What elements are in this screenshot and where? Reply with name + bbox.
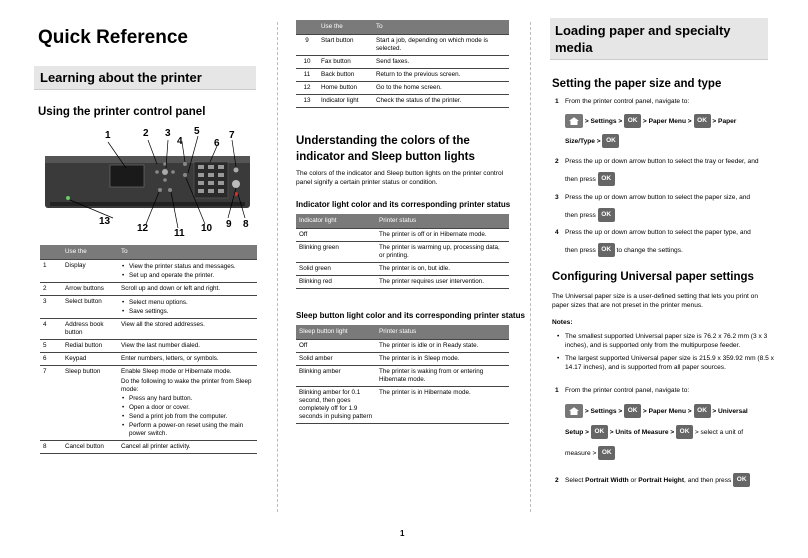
sleep-button [234, 168, 239, 173]
row-number: 7 [40, 366, 62, 441]
table-row [296, 95, 509, 108]
bullet-item: • Set up and operate the printer. [121, 272, 254, 280]
row-number: 9 [296, 35, 318, 56]
table-row [40, 319, 257, 340]
row-name: Arrow buttons [62, 283, 118, 296]
ok-button-icon: OK [694, 114, 711, 128]
step-text: From the printer control panel, navigate to: [565, 387, 690, 394]
row-description [118, 366, 257, 441]
step-text: Press the up or down arrow button to select the paper size, and [565, 194, 751, 201]
column-divider-right [530, 22, 531, 512]
row-number: 5 [40, 340, 62, 353]
row-name: Fax button [318, 56, 373, 69]
step-text: Portrait Width [585, 477, 629, 484]
row-name: Sleep button [62, 366, 118, 441]
row-name: Select button [62, 296, 118, 319]
universal-step-2 [555, 472, 785, 490]
step-number: 2 [555, 477, 559, 484]
printer-status: The printer is on, but idle. [376, 263, 509, 276]
callout-9: 9 [226, 219, 232, 230]
row-description: Start a job, depending on which mode is selected. [373, 35, 509, 56]
ok-button-icon: OK [591, 425, 608, 439]
control-panel-table [40, 245, 257, 454]
universal-title: Configuring Universal paper settings [552, 271, 754, 283]
row-description: View all the stored addresses. [118, 319, 257, 340]
ok-button-icon: OK [624, 114, 641, 128]
row-number: 10 [296, 56, 318, 69]
printer-status: The printer is off or in Hibernate mode. [376, 229, 509, 242]
ok-button-icon: OK [598, 208, 615, 222]
row-name: Cancel button [62, 441, 118, 454]
display-screen [110, 165, 144, 187]
table-row [296, 366, 509, 387]
light-state: Blinking red [296, 276, 376, 289]
table-row [40, 366, 257, 441]
table-header: Printer status [376, 325, 509, 340]
note-item: • The largest supported Universal paper size is 215.9 x 359.92 mm (8.5 x 14.17 inches), and is supported from all paper sources. [556, 354, 774, 372]
step-1 [555, 97, 775, 106]
callout-10: 10 [201, 223, 213, 234]
column-divider-left [277, 22, 278, 512]
table-row [296, 387, 509, 424]
nav-text: measure > [565, 450, 597, 457]
row-number: 1 [40, 260, 62, 283]
light-state: Off [296, 229, 376, 242]
row-description: Send faxes. [373, 56, 509, 69]
section-band-title: Learning about the printer [40, 70, 202, 85]
table-row [40, 353, 257, 366]
row-description: Return to the previous screen. [373, 69, 509, 82]
step-text-continued [565, 172, 775, 186]
table-row [296, 340, 509, 353]
table-row [40, 340, 257, 353]
row-name: Start button [318, 35, 373, 56]
table-row [296, 69, 509, 82]
row-number: 3 [40, 296, 62, 319]
step-text: Select [565, 477, 586, 484]
nav-text: > select a unit of [694, 429, 744, 436]
row-description: Cancel all printer activity. [118, 441, 257, 454]
printer-status: The printer is warming up, processing data, or printing. [376, 242, 509, 263]
ok-button-icon: OK [598, 446, 615, 460]
callout-2: 2 [143, 128, 149, 139]
section-band-title: Loading paper and specialty media [555, 23, 731, 55]
row-number: 6 [40, 353, 62, 366]
step-text: or [628, 477, 639, 484]
step-number: 1 [555, 98, 559, 105]
row-number: 2 [40, 283, 62, 296]
table-header-row [296, 214, 509, 229]
callout-3: 3 [165, 128, 171, 139]
table-header: To [373, 20, 509, 35]
callout-12: 12 [137, 223, 149, 234]
row-number: 11 [296, 69, 318, 82]
row-number: 12 [296, 82, 318, 95]
row-description: View the last number dialed. [118, 340, 257, 353]
table-row [40, 283, 257, 296]
table-header: Indicator light [296, 214, 376, 229]
step-text: Press the up or down arrow button to select the paper type, and [565, 229, 751, 236]
step-text: Press the up or down arrow button to select the tray or feeder, and [565, 158, 759, 165]
row-name: Keypad [62, 353, 118, 366]
nav-text: > Paper Menu > [642, 118, 692, 125]
table-row [296, 263, 509, 276]
step-number: 3 [555, 194, 559, 201]
row-description: Scroll up and down or left and right. [118, 283, 257, 296]
printer-status: The printer is waking from or entering Hibernate mode. [376, 366, 509, 387]
light-state: Off [296, 340, 376, 353]
step-text: then press [565, 175, 596, 183]
callout-13: 13 [99, 216, 111, 227]
row-description: Check the status of the printer. [373, 95, 509, 108]
table-row [296, 353, 509, 366]
printer-status: The printer requires user intervention. [376, 276, 509, 289]
ok-button-icon: OK [598, 243, 615, 257]
step-number: 4 [555, 229, 559, 236]
page-number: 1 [400, 529, 405, 538]
row-text: Do the following to wake the printer from Sleep mode: [121, 378, 252, 393]
control-panel-table-continued [296, 20, 509, 108]
row-number: 4 [40, 319, 62, 340]
table-header-row [296, 20, 509, 35]
universal-intro: The Universal paper size is a user-defined setting that lets you print on paper sizes that are not preset in the printer menus. [552, 293, 758, 309]
table-header [40, 245, 62, 260]
step-text: From the printer control panel, navigate to: [565, 98, 690, 105]
nav-text: > Universal [712, 408, 748, 415]
nav-text: > Settings > [584, 408, 623, 415]
table-header: Printer status [376, 214, 509, 229]
table-row [40, 260, 257, 283]
bullet-item: • Press any hard button. [121, 395, 254, 403]
ok-button-icon: OK [733, 473, 750, 487]
table-header: Sleep button light [296, 325, 376, 340]
callout-11: 11 [174, 228, 185, 239]
light-state: Blinking green [296, 242, 376, 263]
step-4 [555, 228, 775, 257]
step-3 [555, 193, 775, 222]
table-row [296, 229, 509, 242]
step-text: then press [565, 211, 596, 219]
start-button [232, 180, 240, 188]
ok-button-icon: OK [624, 404, 641, 418]
ok-button-icon: OK [598, 172, 615, 186]
indicator-light [66, 196, 70, 200]
row-name: Address book button [62, 319, 118, 340]
section-band-loading [550, 18, 768, 60]
table-row [40, 441, 257, 454]
table-header: Use the [318, 20, 373, 35]
table-header: To [118, 245, 257, 260]
nav-text: > Paper Menu > [642, 408, 692, 415]
colors-section-title: Understanding the colors of the indicator and Sleep button lights [296, 135, 475, 163]
colors-intro: The colors of the indicator and Sleep button lights on the printer control panel signify a certain printer status or condition. [296, 170, 504, 186]
indicator-light-table [296, 214, 509, 289]
row-description [118, 296, 257, 319]
universal-step-1 [555, 386, 775, 395]
callout-7: 7 [229, 130, 235, 141]
light-state: Solid amber [296, 353, 376, 366]
printer-status: The printer is idle or in Ready state. [376, 340, 509, 353]
table-row [296, 56, 509, 69]
callout-5: 5 [194, 126, 200, 137]
notes-label: Notes: [552, 319, 573, 326]
step-text: Portrait Height [638, 477, 685, 484]
step-text-line [565, 472, 785, 490]
table-header-row [296, 325, 509, 340]
step-text: to change the settings. [616, 246, 683, 254]
table-row [40, 296, 257, 319]
sleep-table-title: Sleep button light color and its corresponding printer status [296, 311, 525, 320]
step-1-navigation [565, 112, 780, 152]
universal-step-1-navigation [565, 401, 780, 464]
callout-8: 8 [243, 219, 249, 230]
step-text: , and then press [684, 477, 732, 484]
section-band-learning [34, 66, 256, 90]
step-text: then press [565, 246, 596, 254]
notes-list [556, 332, 774, 372]
printer-status: The printer is in Sleep mode. [376, 353, 509, 366]
home-icon [565, 114, 583, 128]
light-state: Solid green [296, 263, 376, 276]
row-name: Back button [318, 69, 373, 82]
ok-button-icon: OK [602, 134, 619, 148]
row-number: 13 [296, 95, 318, 108]
bullet-item: • Send a print job from the computer. [121, 413, 254, 421]
set-size-title: Setting the paper size and type [552, 78, 722, 90]
table-row [296, 35, 509, 56]
row-text: Enable Sleep mode or Hibernate mode. [121, 368, 232, 375]
table-row [296, 276, 509, 289]
sleep-light-table [296, 325, 509, 424]
row-number: 8 [40, 441, 62, 454]
bullet-item: • Open a door or cover. [121, 404, 254, 412]
home-icon [565, 404, 583, 418]
bullet-item: • View the printer status and messages. [121, 263, 254, 271]
bullet-item: • Save settings. [121, 308, 254, 316]
row-name: Redial button [62, 340, 118, 353]
row-description [118, 260, 257, 283]
table-header-row [40, 245, 257, 260]
step-number: 1 [555, 387, 559, 394]
light-state: Blinking amber [296, 366, 376, 387]
nav-text: Setup > [565, 429, 589, 436]
step-number: 2 [555, 158, 559, 165]
select-button [162, 169, 168, 175]
step-text-continued [565, 243, 775, 257]
bullet-item: • Select menu options. [121, 299, 254, 307]
table-row [296, 242, 509, 263]
control-panel-title: Using the printer control panel [38, 106, 206, 118]
note-item: • The smallest supported Universal paper size is 76.2 x 76.2 mm (3 x 3 inches), and is supported only from the multipurpose feeder. [556, 332, 774, 350]
nav-text: > Settings > [584, 118, 623, 125]
indicator-table-title: Indicator light color and its corresponding printer status [296, 200, 511, 209]
step-text-continued [565, 208, 775, 222]
row-name: Home button [318, 82, 373, 95]
page-title: Quick Reference [38, 27, 188, 48]
ok-button-icon: OK [676, 425, 693, 439]
row-name: Indicator light [318, 95, 373, 108]
ok-button-icon: OK [694, 404, 711, 418]
nav-text: > Units of Measure > [609, 429, 675, 436]
callout-4: 4 [177, 136, 183, 147]
step-2 [555, 157, 775, 186]
bullet-item: • Perform a power-on reset using the main power switch. [121, 422, 254, 438]
printer-status: The printer is in Hibernate mode. [376, 387, 509, 424]
row-description: Enter numbers, letters, or symbols. [118, 353, 257, 366]
nav-text: > Paper [712, 118, 737, 125]
table-header [296, 20, 318, 35]
row-name: Display [62, 260, 118, 283]
light-state: Blinking amber for 0.1 second, then goes completely off for 1.9 seconds in pulsing pattern [296, 387, 376, 424]
callout-6: 6 [214, 138, 220, 149]
table-row [296, 82, 509, 95]
row-description: Go to the home screen. [373, 82, 509, 95]
callout-1: 1 [105, 130, 111, 141]
table-header: Use the [62, 245, 118, 260]
nav-text: Size/Type > [565, 138, 601, 145]
